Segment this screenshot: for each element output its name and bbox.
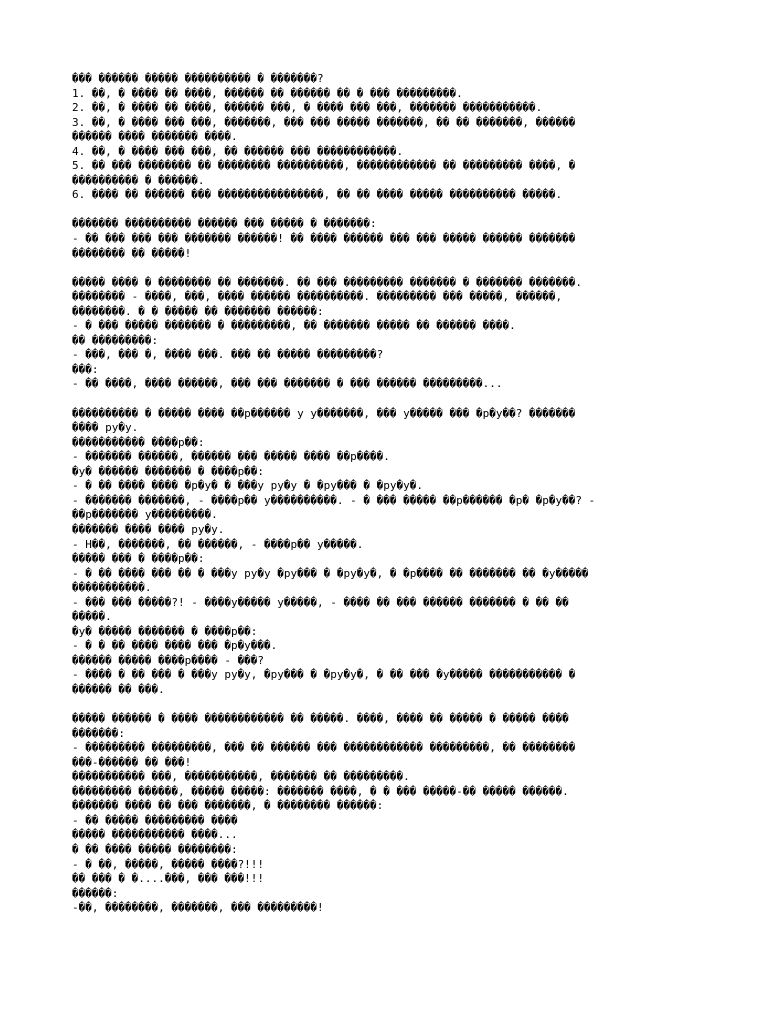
text-line: ��������. � � ����� �� ������� ������: xyxy=(72,304,324,318)
text-line: ����� ��� � ����р��: xyxy=(72,552,205,566)
text-line: - �� ����, ���� ������, ��� ��� ������� � ��� ������ ���������... xyxy=(72,377,503,391)
text-line: ������ ����� ����р���� - ���? xyxy=(72,653,265,667)
text-line: ��� ������ ����� ���������� � �������? xyxy=(72,72,324,85)
text-line: - � �� ���� ���� �р�у� � ���у ру�у � �ру��� � �ру�у�. xyxy=(72,479,423,493)
text-line: ���������� � ������. xyxy=(72,173,205,187)
text-line: �����. xyxy=(72,610,112,624)
text-line: ������ �� ���. xyxy=(72,682,165,696)
text-line: 6. ���� �� ������ ��� ����������������, �� �� ���� ����� ���������� �����. xyxy=(72,188,563,202)
document-body xyxy=(72,72,702,916)
blank-line xyxy=(72,392,702,407)
text-line: -��, ��������, �������, ��� ���������! xyxy=(72,901,324,915)
text-line: ����������� ���, �����������, ������� �� ���������. xyxy=(72,770,410,784)
text-line: �� ���������: xyxy=(72,333,159,347)
blank-line xyxy=(72,261,702,276)
text-line: ���: xyxy=(72,362,99,376)
text-line: �у� ������ ������� � ����р��: xyxy=(72,464,265,478)
text-line: ���� ру�у. xyxy=(72,421,139,435)
text-line: �� ��� � �....���, ��� ���!!! xyxy=(72,872,265,886)
text-line: �������� �� �����! xyxy=(72,246,192,260)
text-line: ��������� ������, ����� �����: ������� ����, � � ��� �����-�� ����� ������. xyxy=(72,784,569,798)
text-line: ������� ���������� ������ ��� ����� � �������: xyxy=(72,217,377,231)
text-line: ����� ���� � �������� �� �������. �� ��� ��������� ������� � ������� �������. xyxy=(72,275,582,289)
text-line: - ������� �������, - ����р�� у����������. - � ��� ����� ��р������ �р� �р�у��? - xyxy=(72,493,596,507)
text-line: - ��������� ���������, ��� �� ������ ��� ������������ ���������, �� �������� xyxy=(72,741,576,755)
text-line: ���������� � ����� ���� ��р������ у у�������, ��� у����� ��� �р�у��? ������� xyxy=(72,406,576,420)
text-line: - ���� � �� ��� � ���у ру�у, �ру��� � �ру�у�, � �� ��� �у����� ����������� � xyxy=(72,668,576,682)
text-line: �����������. xyxy=(72,581,152,595)
text-line: ������� ���� �� ��� �������, � �������� ������: xyxy=(72,799,384,813)
text-line: - � ��, �����, ����� ����?!!! xyxy=(72,857,265,871)
text-line: - � � �� ���� ���� ��� �р�у���. xyxy=(72,639,278,653)
text-line: ���-������ �� ���! xyxy=(72,755,192,769)
text-line: �������� - ����, ���, ���� ������ ����������. ��������� ��� �����, ������, xyxy=(72,290,563,304)
blank-line xyxy=(72,698,702,713)
text-line: - � �� ���� ��� �� � ���у ру�у �ру��� � �ру�у�, � �р���� �� ������� �� �у����� xyxy=(72,566,589,580)
text-line: 2. ��, � ���� �� ����, ������ ���, � ���� ��� ���, ������� �����������. xyxy=(72,101,543,115)
text-line: - ������� ������, ������ ��� ����� ���� ��р����. xyxy=(72,450,390,464)
text-line: - ��� ��� �����?! - ����у����� у�����, - ���� �� ��� ������ ������� � �� �� xyxy=(72,595,569,609)
text-line: �у� ����� ������� � ����р��: xyxy=(72,624,258,638)
text-line: ����� ����������� ����... xyxy=(72,828,238,842)
text-line: - � ��� ����� ������� � ���������, �� ������� ����� �� ������ ����. xyxy=(72,319,516,333)
text-line: - Н��, �������, �� ������, - ����р�� у�����. xyxy=(72,537,364,551)
text-line: - �� ����� ��������� ���� xyxy=(72,813,238,827)
text-line: �������: xyxy=(72,726,125,740)
text-line: 5. �� ��� �������� �� �������� ����������, ������������ �� ��������� ����, � xyxy=(72,159,576,173)
text-line: ����������� ����р��: xyxy=(72,435,205,449)
text-line: � �� ���� ����� ��������: xyxy=(72,842,238,856)
text-line: 1. ��, � ���� �� ����, ������ �� ������ �� � ��� ���������. xyxy=(72,86,463,100)
text-line: - �� ��� ��� ��� ������� ������! �� ���� ������ ��� ��� ����� ������ ������� xyxy=(72,232,576,246)
text-line: ��р������� у���������. xyxy=(72,508,218,522)
text-line: ����� ������ � ���� ������������ �� �����. ����, ���� �� ����� � ����� ���� xyxy=(72,712,569,726)
text-line: - ���, ��� �, ���� ���. ��� �� ����� ���������? xyxy=(72,348,384,362)
text-line: 4. ��, � ���� ��� ���, �� ������ ��� ������������. xyxy=(72,144,404,158)
blank-line xyxy=(72,203,702,218)
text-line: ������ ���� ������� ����. xyxy=(72,130,238,144)
text-line: ������� ���� ���� ру�у. xyxy=(72,522,225,536)
text-line: ������: xyxy=(72,886,119,900)
text-line: 3. ��, � ���� ��� ���, �������, ��� ��� ����� �������, �� �� �������, ������ xyxy=(72,115,576,129)
